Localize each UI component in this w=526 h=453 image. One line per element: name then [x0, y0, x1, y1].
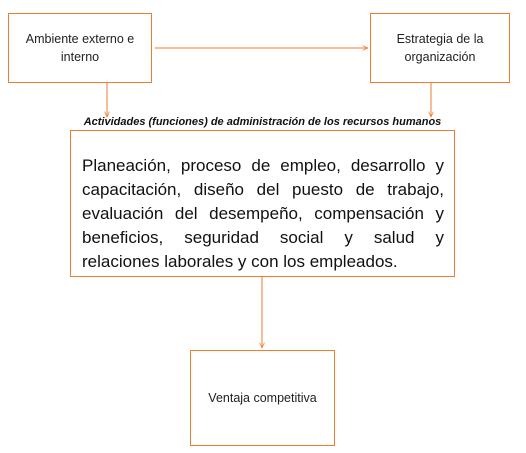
node-actividades-text: Planeación, proceso de empleo, desarrollo y capacitación, diseño del puesto de trabajo, evaluación del desempeño, compensación y beneficios, seguridad social y salud y relaciones laborales y con los empleados.: [82, 156, 444, 271]
node-ventaja-label: Ventaja competitiva: [208, 391, 317, 405]
node-actividades-title: Actividades (funciones) de administración de los recursos humanos: [83, 116, 442, 128]
node-ventaja: [190, 350, 335, 446]
node-ambiente: [8, 13, 152, 83]
node-estrategia: [370, 13, 510, 83]
node-ambiente-label: Ambiente externo e interno: [25, 32, 135, 64]
node-estrategia-label: Estrategia de la organización: [396, 32, 484, 64]
